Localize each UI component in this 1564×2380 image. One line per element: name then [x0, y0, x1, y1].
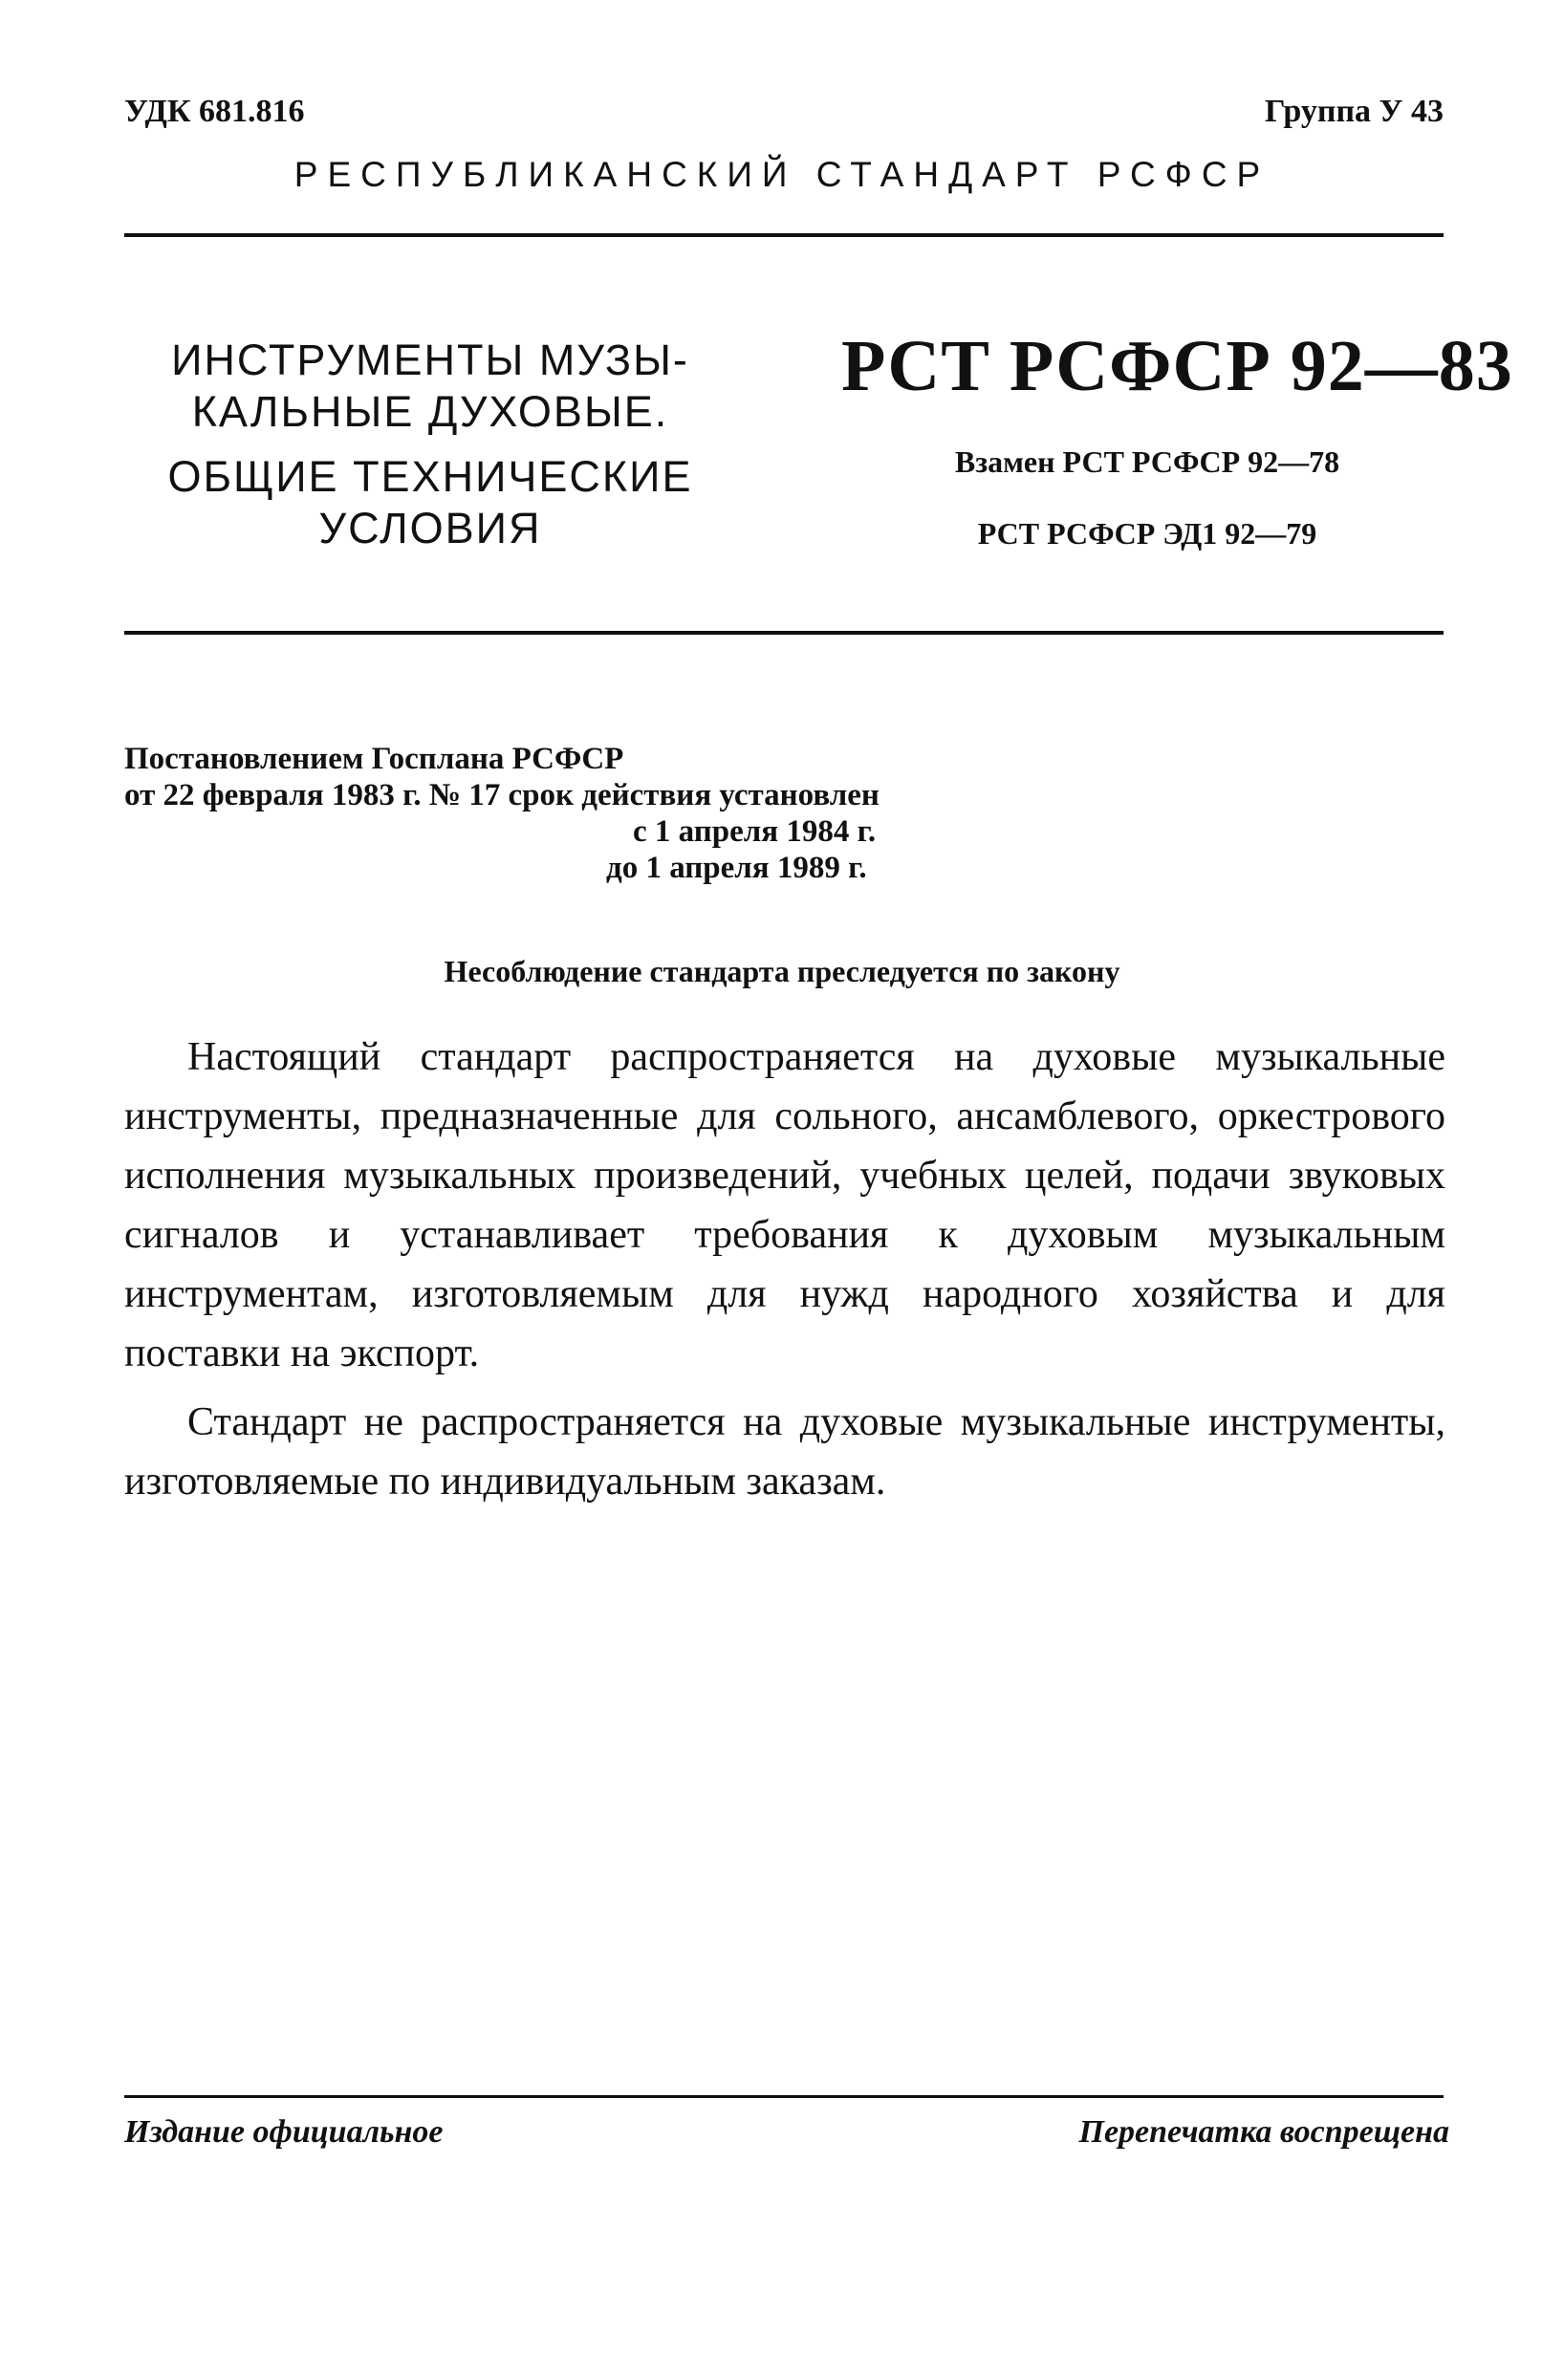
- title-line: КАЛЬНЫЕ ДУХОВЫЕ.: [191, 387, 669, 436]
- group-code: Группа У 43: [1264, 94, 1444, 129]
- decree-line: с 1 апреля 1984 г.: [633, 814, 877, 849]
- decree-line: до 1 апреля 1989 г.: [606, 851, 867, 885]
- title-line: УСЛОВИЯ: [318, 504, 542, 552]
- decree-line: от 22 февраля 1983 г. № 17 срок действия установлен: [124, 778, 880, 812]
- reprint-prohibited-note: Перепечатка воспрещена: [1078, 2114, 1449, 2150]
- body-paragraph: Настоящий стандарт распространяется на духовые музыкальные инструменты, предназначенные для сольного, ансамблевого, оркестрового исполнения музыкальных произведений, учебных целей, подачи звуковых сигналов и устанавливает требования к духовым музыкальным инструментам, изготовляемым для нужд народного хозяйства и для поставки на экспорт.: [124, 1035, 1445, 1375]
- body-text: [124, 1028, 1445, 1521]
- standard-number: РСТ РСФСР 92—83: [841, 326, 1513, 406]
- footer-divider: [124, 2095, 1444, 2098]
- body-paragraph: Стандарт не распространяется на духовые музыкальные инструменты, изготовляемые по индивидуальным заказам.: [124, 1400, 1445, 1504]
- document-title: [124, 335, 736, 554]
- replaces-line-1: Взамен РСТ РСФСР 92—78: [954, 444, 1340, 479]
- top-divider: [124, 233, 1444, 237]
- title-line: ОБЩИЕ ТЕХНИЧЕСКИЕ: [167, 452, 693, 501]
- udk-code: УДК 681.816: [124, 94, 305, 129]
- replaces-line-2: РСТ РСФСР ЭД1 92—79: [977, 516, 1317, 551]
- middle-divider: [124, 631, 1444, 635]
- title-line: ИНСТРУМЕНТЫ МУЗЫ-: [171, 335, 689, 384]
- official-edition-note: Издание официальное: [124, 2114, 444, 2150]
- decree-block: [124, 741, 1042, 886]
- legal-warning: Несоблюдение стандарта преследуется по закону: [444, 954, 1120, 988]
- republic-standard-heading: РЕСПУБЛИКАНСКИЙ СТАНДАРТ РСФСР: [293, 155, 1271, 194]
- decree-line: Постановлением Госплана РСФСР: [124, 742, 624, 776]
